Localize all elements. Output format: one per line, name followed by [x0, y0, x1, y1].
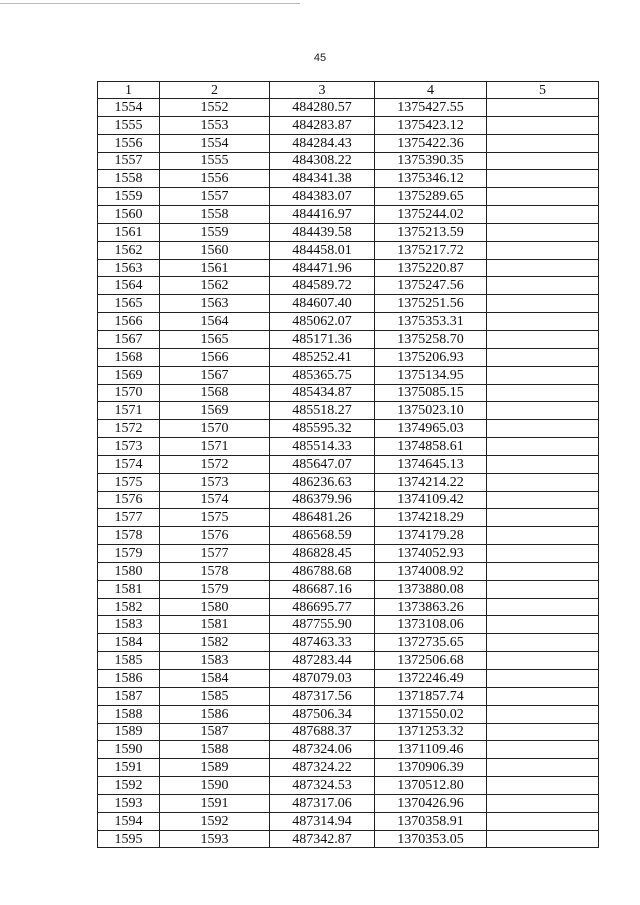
table-cell-col-3: 485595.32	[270, 420, 375, 438]
table-row	[98, 562, 599, 580]
table-cell-col-4: 1375289.65	[375, 188, 487, 206]
table-cell-col-1: 1591	[98, 759, 160, 777]
table-cell-col-5	[487, 259, 599, 277]
table-cell-col-4: 1372506.68	[375, 652, 487, 670]
table-cell-col-5	[487, 670, 599, 688]
table-cell-col-4: 1374214.22	[375, 473, 487, 491]
table-cell-col-4: 1375217.72	[375, 241, 487, 259]
table-cell-col-4: 1374858.61	[375, 438, 487, 456]
table-cell-col-5	[487, 188, 599, 206]
table-cell-col-2: 1579	[160, 580, 270, 598]
table-cell-col-5	[487, 152, 599, 170]
table-cell-col-1: 1577	[98, 509, 160, 527]
table-cell-col-4: 1375353.31	[375, 313, 487, 331]
table-cell-col-3: 487755.90	[270, 616, 375, 634]
table-cell-col-2: 1591	[160, 794, 270, 812]
table-cell-col-4: 1375423.12	[375, 116, 487, 134]
table-cell-col-1: 1587	[98, 687, 160, 705]
table-cell-col-1: 1566	[98, 313, 160, 331]
table-cell-col-2: 1592	[160, 812, 270, 830]
table-cell-col-2: 1565	[160, 330, 270, 348]
table-cell-col-4: 1374218.29	[375, 509, 487, 527]
table-cell-col-1: 1579	[98, 545, 160, 563]
table-cell-col-3: 486236.63	[270, 473, 375, 491]
table-cell-col-1: 1563	[98, 259, 160, 277]
table-cell-col-2: 1585	[160, 687, 270, 705]
table-cell-col-5	[487, 402, 599, 420]
table-cell-col-5	[487, 634, 599, 652]
table-cell-col-3: 484607.40	[270, 295, 375, 313]
table-cell-col-1: 1572	[98, 420, 160, 438]
table-cell-col-4: 1372246.49	[375, 670, 487, 688]
table-cell-col-2: 1589	[160, 759, 270, 777]
table-cell-col-2: 1566	[160, 348, 270, 366]
table-cell-col-3: 484283.87	[270, 116, 375, 134]
table-row	[98, 241, 599, 259]
table-cell-col-2: 1581	[160, 616, 270, 634]
table-cell-col-2: 1552	[160, 99, 270, 117]
table-cell-col-4: 1373880.08	[375, 580, 487, 598]
table-cell-col-2: 1584	[160, 670, 270, 688]
table-cell-col-3: 487324.22	[270, 759, 375, 777]
table-cell-col-3: 484439.58	[270, 223, 375, 241]
table-cell-col-4: 1370426.96	[375, 794, 487, 812]
table-cell-col-1: 1554	[98, 99, 160, 117]
table-row	[98, 116, 599, 134]
table-cell-col-2: 1570	[160, 420, 270, 438]
table-cell-col-4: 1371857.74	[375, 687, 487, 705]
table-cell-col-5	[487, 99, 599, 117]
table-cell-col-5	[487, 741, 599, 759]
table-cell-col-3: 484280.57	[270, 99, 375, 117]
table-cell-col-4: 1374109.42	[375, 491, 487, 509]
table-row	[98, 652, 599, 670]
table-cell-col-5	[487, 759, 599, 777]
table-cell-col-2: 1583	[160, 652, 270, 670]
table-cell-col-3: 485514.33	[270, 438, 375, 456]
table-cell-col-3: 485518.27	[270, 402, 375, 420]
table-cell-col-2: 1571	[160, 438, 270, 456]
table-cell-col-5	[487, 455, 599, 473]
table-cell-col-2: 1553	[160, 116, 270, 134]
table-cell-col-4: 1375346.12	[375, 170, 487, 188]
table-cell-col-2: 1590	[160, 777, 270, 795]
table-cell-col-5	[487, 830, 599, 848]
table-row	[98, 188, 599, 206]
table-cell-col-2: 1561	[160, 259, 270, 277]
table-cell-col-3: 484458.01	[270, 241, 375, 259]
table-cell-col-5	[487, 491, 599, 509]
table-cell-col-3: 485434.87	[270, 384, 375, 402]
table-cell-col-5	[487, 777, 599, 795]
table-cell-col-1: 1586	[98, 670, 160, 688]
table-cell-col-3: 486828.45	[270, 545, 375, 563]
table-row	[98, 295, 599, 313]
table-cell-col-4: 1375220.87	[375, 259, 487, 277]
table-cell-col-3: 485171.36	[270, 330, 375, 348]
table-cell-col-2: 1555	[160, 152, 270, 170]
table-row	[98, 794, 599, 812]
table-row	[98, 616, 599, 634]
table-cell-col-2: 1582	[160, 634, 270, 652]
table-cell-col-2: 1564	[160, 313, 270, 331]
table-cell-col-1: 1562	[98, 241, 160, 259]
table-cell-col-3: 484341.38	[270, 170, 375, 188]
table-cell-col-2: 1572	[160, 455, 270, 473]
table-cell-col-5	[487, 598, 599, 616]
table-cell-col-5	[487, 812, 599, 830]
table-cell-col-5	[487, 723, 599, 741]
table-cell-col-3: 486481.26	[270, 509, 375, 527]
table-cell-col-3: 484308.22	[270, 152, 375, 170]
table-cell-col-4: 1370353.05	[375, 830, 487, 848]
table-row	[98, 527, 599, 545]
table-cell-col-5	[487, 652, 599, 670]
table-row	[98, 455, 599, 473]
table-cell-col-1: 1595	[98, 830, 160, 848]
table-cell-col-3: 487688.37	[270, 723, 375, 741]
table-cell-col-4: 1375251.56	[375, 295, 487, 313]
table-cell-col-2: 1586	[160, 705, 270, 723]
table-cell-col-4: 1375085.15	[375, 384, 487, 402]
table-row	[98, 402, 599, 420]
table-cell-col-3: 487342.87	[270, 830, 375, 848]
table-cell-col-3: 484383.07	[270, 188, 375, 206]
table-cell-col-3: 484589.72	[270, 277, 375, 295]
table-body	[98, 99, 599, 848]
table-cell-col-4: 1375258.70	[375, 330, 487, 348]
table-cell-col-4: 1372735.65	[375, 634, 487, 652]
table-cell-col-3: 487506.34	[270, 705, 375, 723]
table-row	[98, 741, 599, 759]
table-cell-col-4: 1373108.06	[375, 616, 487, 634]
table-cell-col-4: 1375206.93	[375, 348, 487, 366]
table-cell-col-1: 1593	[98, 794, 160, 812]
table-cell-col-5	[487, 348, 599, 366]
table-cell-col-3: 487463.33	[270, 634, 375, 652]
table-cell-col-2: 1559	[160, 223, 270, 241]
table-cell-col-2: 1593	[160, 830, 270, 848]
table-cell-col-1: 1580	[98, 562, 160, 580]
table-cell-col-3: 487317.56	[270, 687, 375, 705]
table-cell-col-3: 487324.53	[270, 777, 375, 795]
table-row	[98, 634, 599, 652]
table-cell-col-2: 1569	[160, 402, 270, 420]
table-row	[98, 509, 599, 527]
table-cell-col-4: 1374052.93	[375, 545, 487, 563]
table-row	[98, 598, 599, 616]
table-cell-col-4: 1375390.35	[375, 152, 487, 170]
table-row	[98, 277, 599, 295]
table-cell-col-4: 1375427.55	[375, 99, 487, 117]
table-cell-col-4: 1371109.46	[375, 741, 487, 759]
table-cell-col-1: 1576	[98, 491, 160, 509]
table-cell-col-4: 1375134.95	[375, 366, 487, 384]
table-cell-col-3: 484471.96	[270, 259, 375, 277]
table-cell-col-4: 1374645.13	[375, 455, 487, 473]
table-cell-col-3: 484284.43	[270, 134, 375, 152]
table-row	[98, 777, 599, 795]
header-cell-1: 1	[98, 82, 160, 99]
table-cell-col-1: 1571	[98, 402, 160, 420]
table-cell-col-5	[487, 295, 599, 313]
table-cell-col-4: 1375023.10	[375, 402, 487, 420]
header-cell-4: 4	[375, 82, 487, 99]
table-row	[98, 330, 599, 348]
table-cell-col-5	[487, 438, 599, 456]
table-cell-col-3: 485647.07	[270, 455, 375, 473]
table-cell-col-5	[487, 170, 599, 188]
table-cell-col-5	[487, 562, 599, 580]
table-cell-col-5	[487, 687, 599, 705]
table-cell-col-4: 1373863.26	[375, 598, 487, 616]
table-row	[98, 259, 599, 277]
table-row	[98, 134, 599, 152]
table-cell-col-3: 485062.07	[270, 313, 375, 331]
table-cell-col-1: 1559	[98, 188, 160, 206]
table-cell-col-1: 1581	[98, 580, 160, 598]
table-cell-col-5	[487, 241, 599, 259]
table-cell-col-1: 1557	[98, 152, 160, 170]
table-row	[98, 830, 599, 848]
table-cell-col-1: 1561	[98, 223, 160, 241]
table-cell-col-5	[487, 277, 599, 295]
table-cell-col-5	[487, 116, 599, 134]
table-row	[98, 348, 599, 366]
table-cell-col-2: 1562	[160, 277, 270, 295]
table-cell-col-5	[487, 134, 599, 152]
table-cell-col-5	[487, 313, 599, 331]
table-cell-col-3: 486695.77	[270, 598, 375, 616]
table-row	[98, 313, 599, 331]
table-cell-col-2: 1557	[160, 188, 270, 206]
table-cell-col-4: 1374179.28	[375, 527, 487, 545]
table-cell-col-1: 1555	[98, 116, 160, 134]
table-row	[98, 705, 599, 723]
table-cell-col-1: 1570	[98, 384, 160, 402]
table-cell-col-2: 1588	[160, 741, 270, 759]
table-cell-col-5	[487, 473, 599, 491]
table-row	[98, 99, 599, 117]
table-cell-col-2: 1578	[160, 562, 270, 580]
table-cell-col-1: 1568	[98, 348, 160, 366]
table-cell-col-5	[487, 366, 599, 384]
top-edge-rule	[0, 3, 300, 4]
table-cell-col-1: 1556	[98, 134, 160, 152]
table-cell-col-1: 1567	[98, 330, 160, 348]
table-cell-col-4: 1370906.39	[375, 759, 487, 777]
table-cell-col-4: 1375213.59	[375, 223, 487, 241]
table-cell-col-5	[487, 223, 599, 241]
table-cell-col-5	[487, 580, 599, 598]
table-row	[98, 223, 599, 241]
table-row	[98, 670, 599, 688]
table-cell-col-5	[487, 616, 599, 634]
table-row	[98, 580, 599, 598]
coordinates-table	[97, 81, 599, 848]
table-cell-col-1: 1564	[98, 277, 160, 295]
table-cell-col-5	[487, 420, 599, 438]
table-cell-col-1: 1592	[98, 777, 160, 795]
table-cell-col-4: 1370512.80	[375, 777, 487, 795]
table-cell-col-1: 1573	[98, 438, 160, 456]
table-cell-col-5	[487, 527, 599, 545]
table-cell-col-2: 1567	[160, 366, 270, 384]
table-row	[98, 384, 599, 402]
table-cell-col-3: 487314.94	[270, 812, 375, 830]
table-cell-col-3: 486788.68	[270, 562, 375, 580]
table-header	[98, 82, 599, 99]
table-cell-col-2: 1587	[160, 723, 270, 741]
table-cell-col-2: 1568	[160, 384, 270, 402]
table-row	[98, 687, 599, 705]
table-cell-col-1: 1578	[98, 527, 160, 545]
table-cell-col-3: 487079.03	[270, 670, 375, 688]
page-number: 45	[313, 52, 327, 64]
table-cell-col-3: 485365.75	[270, 366, 375, 384]
table-cell-col-2: 1573	[160, 473, 270, 491]
table-cell-col-1: 1589	[98, 723, 160, 741]
table-cell-col-1: 1588	[98, 705, 160, 723]
table-cell-col-4: 1371253.32	[375, 723, 487, 741]
table-cell-col-4: 1375422.36	[375, 134, 487, 152]
table-cell-col-4: 1370358.91	[375, 812, 487, 830]
table-cell-col-1: 1582	[98, 598, 160, 616]
table-row	[98, 473, 599, 491]
table-cell-col-4: 1375247.56	[375, 277, 487, 295]
table-cell-col-5	[487, 384, 599, 402]
table-cell-col-3: 486568.59	[270, 527, 375, 545]
table-row	[98, 491, 599, 509]
table-cell-col-1: 1584	[98, 634, 160, 652]
table-cell-col-4: 1374965.03	[375, 420, 487, 438]
table-cell-col-1: 1583	[98, 616, 160, 634]
table-cell-col-2: 1563	[160, 295, 270, 313]
table-cell-col-3: 486687.16	[270, 580, 375, 598]
table-cell-col-1: 1594	[98, 812, 160, 830]
table-cell-col-2: 1560	[160, 241, 270, 259]
table-row	[98, 812, 599, 830]
table-cell-col-2: 1554	[160, 134, 270, 152]
table-cell-col-5	[487, 206, 599, 224]
table-cell-col-1: 1574	[98, 455, 160, 473]
table-cell-col-1: 1560	[98, 206, 160, 224]
table-cell-col-3: 487317.06	[270, 794, 375, 812]
table-cell-col-4: 1371550.02	[375, 705, 487, 723]
table-cell-col-1: 1575	[98, 473, 160, 491]
table-cell-col-3: 486379.96	[270, 491, 375, 509]
table-cell-col-2: 1580	[160, 598, 270, 616]
table-cell-col-3: 484416.97	[270, 206, 375, 224]
table-cell-col-2: 1558	[160, 206, 270, 224]
table-cell-col-1: 1585	[98, 652, 160, 670]
table-cell-col-3: 485252.41	[270, 348, 375, 366]
table-cell-col-5	[487, 794, 599, 812]
table-cell-col-1: 1558	[98, 170, 160, 188]
table-cell-col-1: 1569	[98, 366, 160, 384]
table-row	[98, 152, 599, 170]
table-row	[98, 759, 599, 777]
header-row	[98, 82, 599, 99]
header-cell-5: 5	[487, 82, 599, 99]
table-row	[98, 420, 599, 438]
table-cell-col-3: 487283.44	[270, 652, 375, 670]
table-cell-col-2: 1577	[160, 545, 270, 563]
table-cell-col-5	[487, 509, 599, 527]
table-row	[98, 438, 599, 456]
table-row	[98, 170, 599, 188]
table-cell-col-1: 1565	[98, 295, 160, 313]
table-cell-col-3: 487324.06	[270, 741, 375, 759]
header-cell-2: 2	[160, 82, 270, 99]
table-cell-col-2: 1556	[160, 170, 270, 188]
table-row	[98, 206, 599, 224]
table-cell-col-4: 1375244.02	[375, 206, 487, 224]
table-cell-col-5	[487, 330, 599, 348]
table-cell-col-1: 1590	[98, 741, 160, 759]
table-row	[98, 366, 599, 384]
table-cell-col-2: 1576	[160, 527, 270, 545]
table-cell-col-2: 1574	[160, 491, 270, 509]
table-cell-col-5	[487, 545, 599, 563]
table-cell-col-5	[487, 705, 599, 723]
table-row	[98, 723, 599, 741]
header-cell-3: 3	[270, 82, 375, 99]
table-cell-col-4: 1374008.92	[375, 562, 487, 580]
table-cell-col-2: 1575	[160, 509, 270, 527]
table-row	[98, 545, 599, 563]
